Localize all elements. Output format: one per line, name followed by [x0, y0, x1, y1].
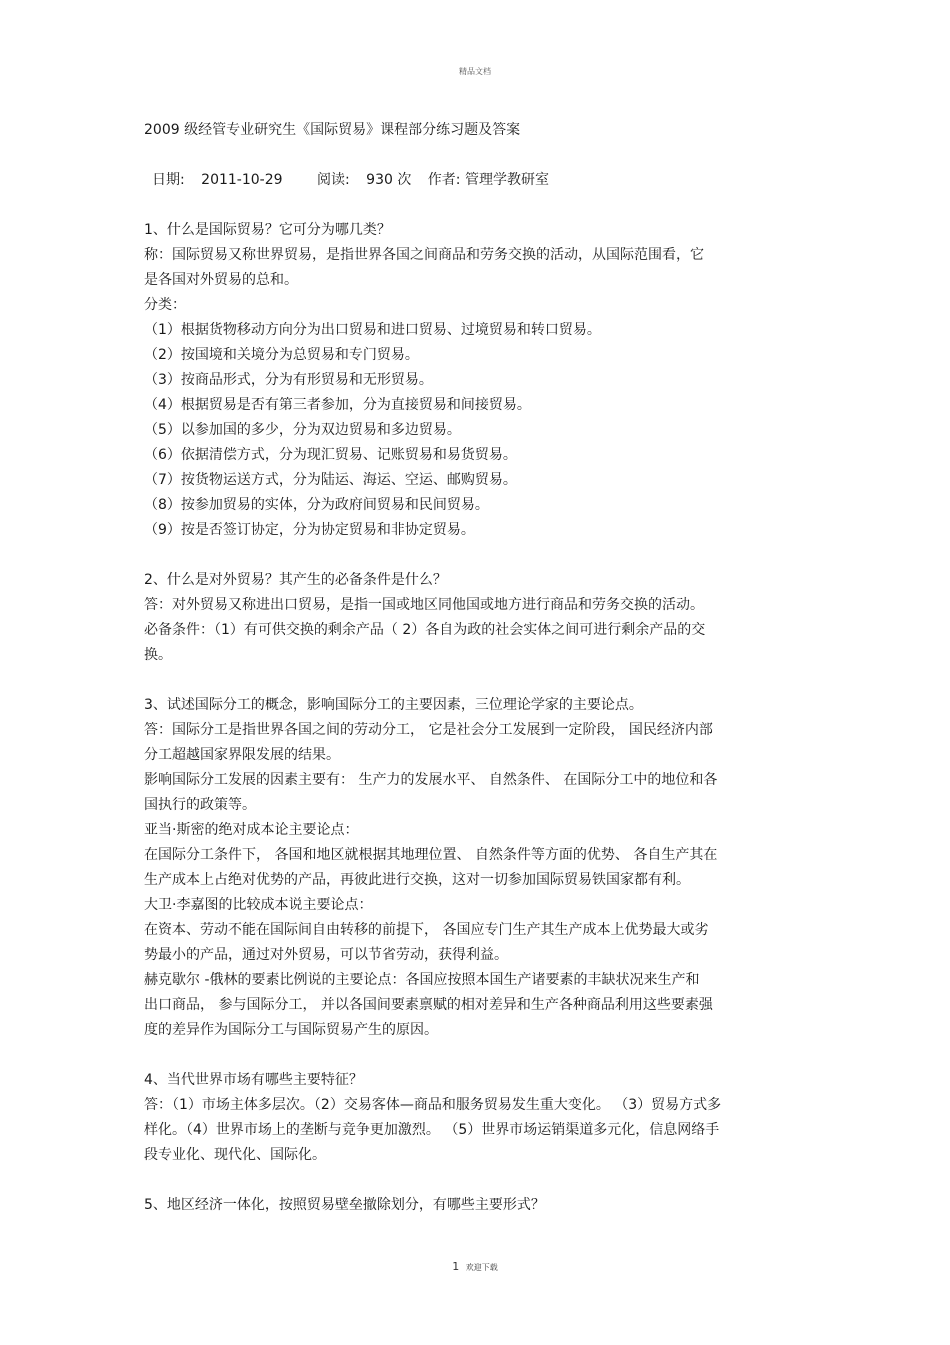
- question-heading: 4、当代世界市场有哪些主要特征？: [144, 1072, 363, 1088]
- answer-line: 是各国对外贸易的总和。: [144, 272, 298, 288]
- document-title: 2009 级经管专业研究生《国际贸易》课程部分练习题及答案: [144, 122, 521, 138]
- document-meta: [144, 168, 804, 193]
- answer-line: （5）以参加国的多少，分为双边贸易和多边贸易。: [144, 422, 461, 438]
- read-label: 阅读:: [317, 172, 350, 188]
- spacer: [144, 1043, 804, 1068]
- spacer: [144, 1168, 804, 1193]
- question-heading: 1、什么是国际贸易？它可分为哪几类？: [144, 222, 391, 238]
- question-heading: 5、地区经济一体化，按照贸易壁垒撤除划分，有哪些主要形式？: [144, 1197, 545, 1213]
- answer-line: 生产成本上占绝对优势的产品，再彼此进行交换，这对一切参加国际贸易铁国家都有利。: [144, 872, 690, 888]
- question-heading: 3、试述国际分工的概念，影响国际分工的主要因素，三位理论学家的主要论点。: [144, 697, 643, 713]
- answer-line: 在资本、劳动不能在国际间自由转移的前提下， 各国应专门生产其生产成本上优势最大或劣: [144, 922, 709, 938]
- answer-line: 赫克歇尔 -俄林的要素比例说的主要论点：各国应按照本国生产诸要素的丰缺状况来生产和: [144, 972, 700, 988]
- date-value: 2011-10-29: [201, 172, 283, 188]
- document-body: [144, 118, 804, 1218]
- spacer: [144, 193, 804, 218]
- spacer: [144, 143, 804, 168]
- question-section: [144, 218, 804, 543]
- answer-line: 在国际分工条件下， 各国和地区就根据其地理位置、 自然条件等方面的优势、 各自生产其在: [144, 847, 718, 863]
- answer-line: 影响国际分工发展的因素主要有： 生产力的发展水平、 自然条件、 在国际分工中的地位和各: [144, 772, 718, 788]
- answer-line: （2）按国境和关境分为总贸易和专门贸易。: [144, 347, 419, 363]
- answer-line: （7）按货物运送方式，分为陆运、海运、空运、邮购贸易。: [144, 472, 517, 488]
- date-label: 日期:: [152, 172, 185, 188]
- answer-line: 样化。（4）世界市场上的垄断与竞争更加激烈。 （5）世界市场运销渠道多元化，信息网络手: [144, 1122, 720, 1138]
- author-value: 管理学教研室: [464, 172, 549, 188]
- answer-line: 答：国际分工是指世界各国之间的劳动分工， 它是社会分工发展到一定阶段， 国民经济内部: [144, 722, 713, 738]
- answer-line: 出口商品， 参与国际分工， 并以各国间要素禀赋的相对差异和生产各种商品利用这些要素强: [144, 997, 713, 1013]
- author-label: 作者:: [427, 172, 461, 188]
- question-section: [144, 568, 804, 668]
- question-section: [144, 1068, 804, 1168]
- answer-line: 答：对外贸易又称进出口贸易，是指一国或地区同他国或地方进行商品和劳务交换的活动。: [144, 597, 704, 613]
- question-heading: 2、什么是对外贸易？其产生的必备条件是什么？: [144, 572, 447, 588]
- answer-line: 换。: [144, 647, 172, 663]
- answer-line: 分类：: [144, 297, 186, 313]
- answer-line: 亚当·斯密的绝对成本论主要论点：: [144, 822, 359, 838]
- page-footer: [0, 1260, 950, 1273]
- question-sections: [144, 218, 804, 1218]
- answer-line: （4）根据贸易是否有第三者参加，分为直接贸易和间接贸易。: [144, 397, 531, 413]
- answer-line: （8）按参加贸易的实体，分为政府间贸易和民间贸易。: [144, 497, 489, 513]
- answer-line: 大卫·李嘉图的比较成本说主要论点：: [144, 897, 373, 913]
- spacer: [144, 668, 804, 693]
- answer-line: 势最小的产品，通过对外贸易，可以节省劳动，获得利益。: [144, 947, 508, 963]
- answer-line: 分工超越国家界限发展的结果。: [144, 747, 340, 763]
- answer-line: 国执行的政策等。: [144, 797, 256, 813]
- spacer: [144, 543, 804, 568]
- answer-line: （1）根据货物移动方向分为出口贸易和进口贸易、过境贸易和转口贸易。: [144, 322, 601, 338]
- answer-line: 必备条件：（1）有可供交换的剩余产品（ 2）各自为政的社会实体之间可进行剩余产品的交: [144, 622, 706, 638]
- question-section: [144, 693, 804, 1043]
- answer-line: （3）按商品形式，分为有形贸易和无形贸易。: [144, 372, 433, 388]
- footer-text: 欢迎下载: [465, 1263, 498, 1272]
- header-watermark: 精品文档: [459, 67, 491, 76]
- answer-line: （9）按是否签订协定，分为协定贸易和非协定贸易。: [144, 522, 475, 538]
- read-value: 930 次: [366, 172, 412, 188]
- answer-line: （6）依据清偿方式，分为现汇贸易、记账贸易和易货贸易。: [144, 447, 517, 463]
- answer-line: 答：（1）市场主体多层次。（2）交易客体—商品和服务贸易发生重大变化。 （3）贸易方式多: [144, 1097, 722, 1113]
- question-section: [144, 1193, 804, 1218]
- answer-line: 称：国际贸易又称世界贸易，是指世界各国之间商品和劳务交换的活动，从国际范围看，它: [144, 247, 704, 263]
- answer-line: 度的差异作为国际分工与国际贸易产生的原因。: [144, 1022, 438, 1038]
- answer-line: 段专业化、现代化、国际化。: [144, 1147, 326, 1163]
- page-number: 1: [452, 1260, 460, 1273]
